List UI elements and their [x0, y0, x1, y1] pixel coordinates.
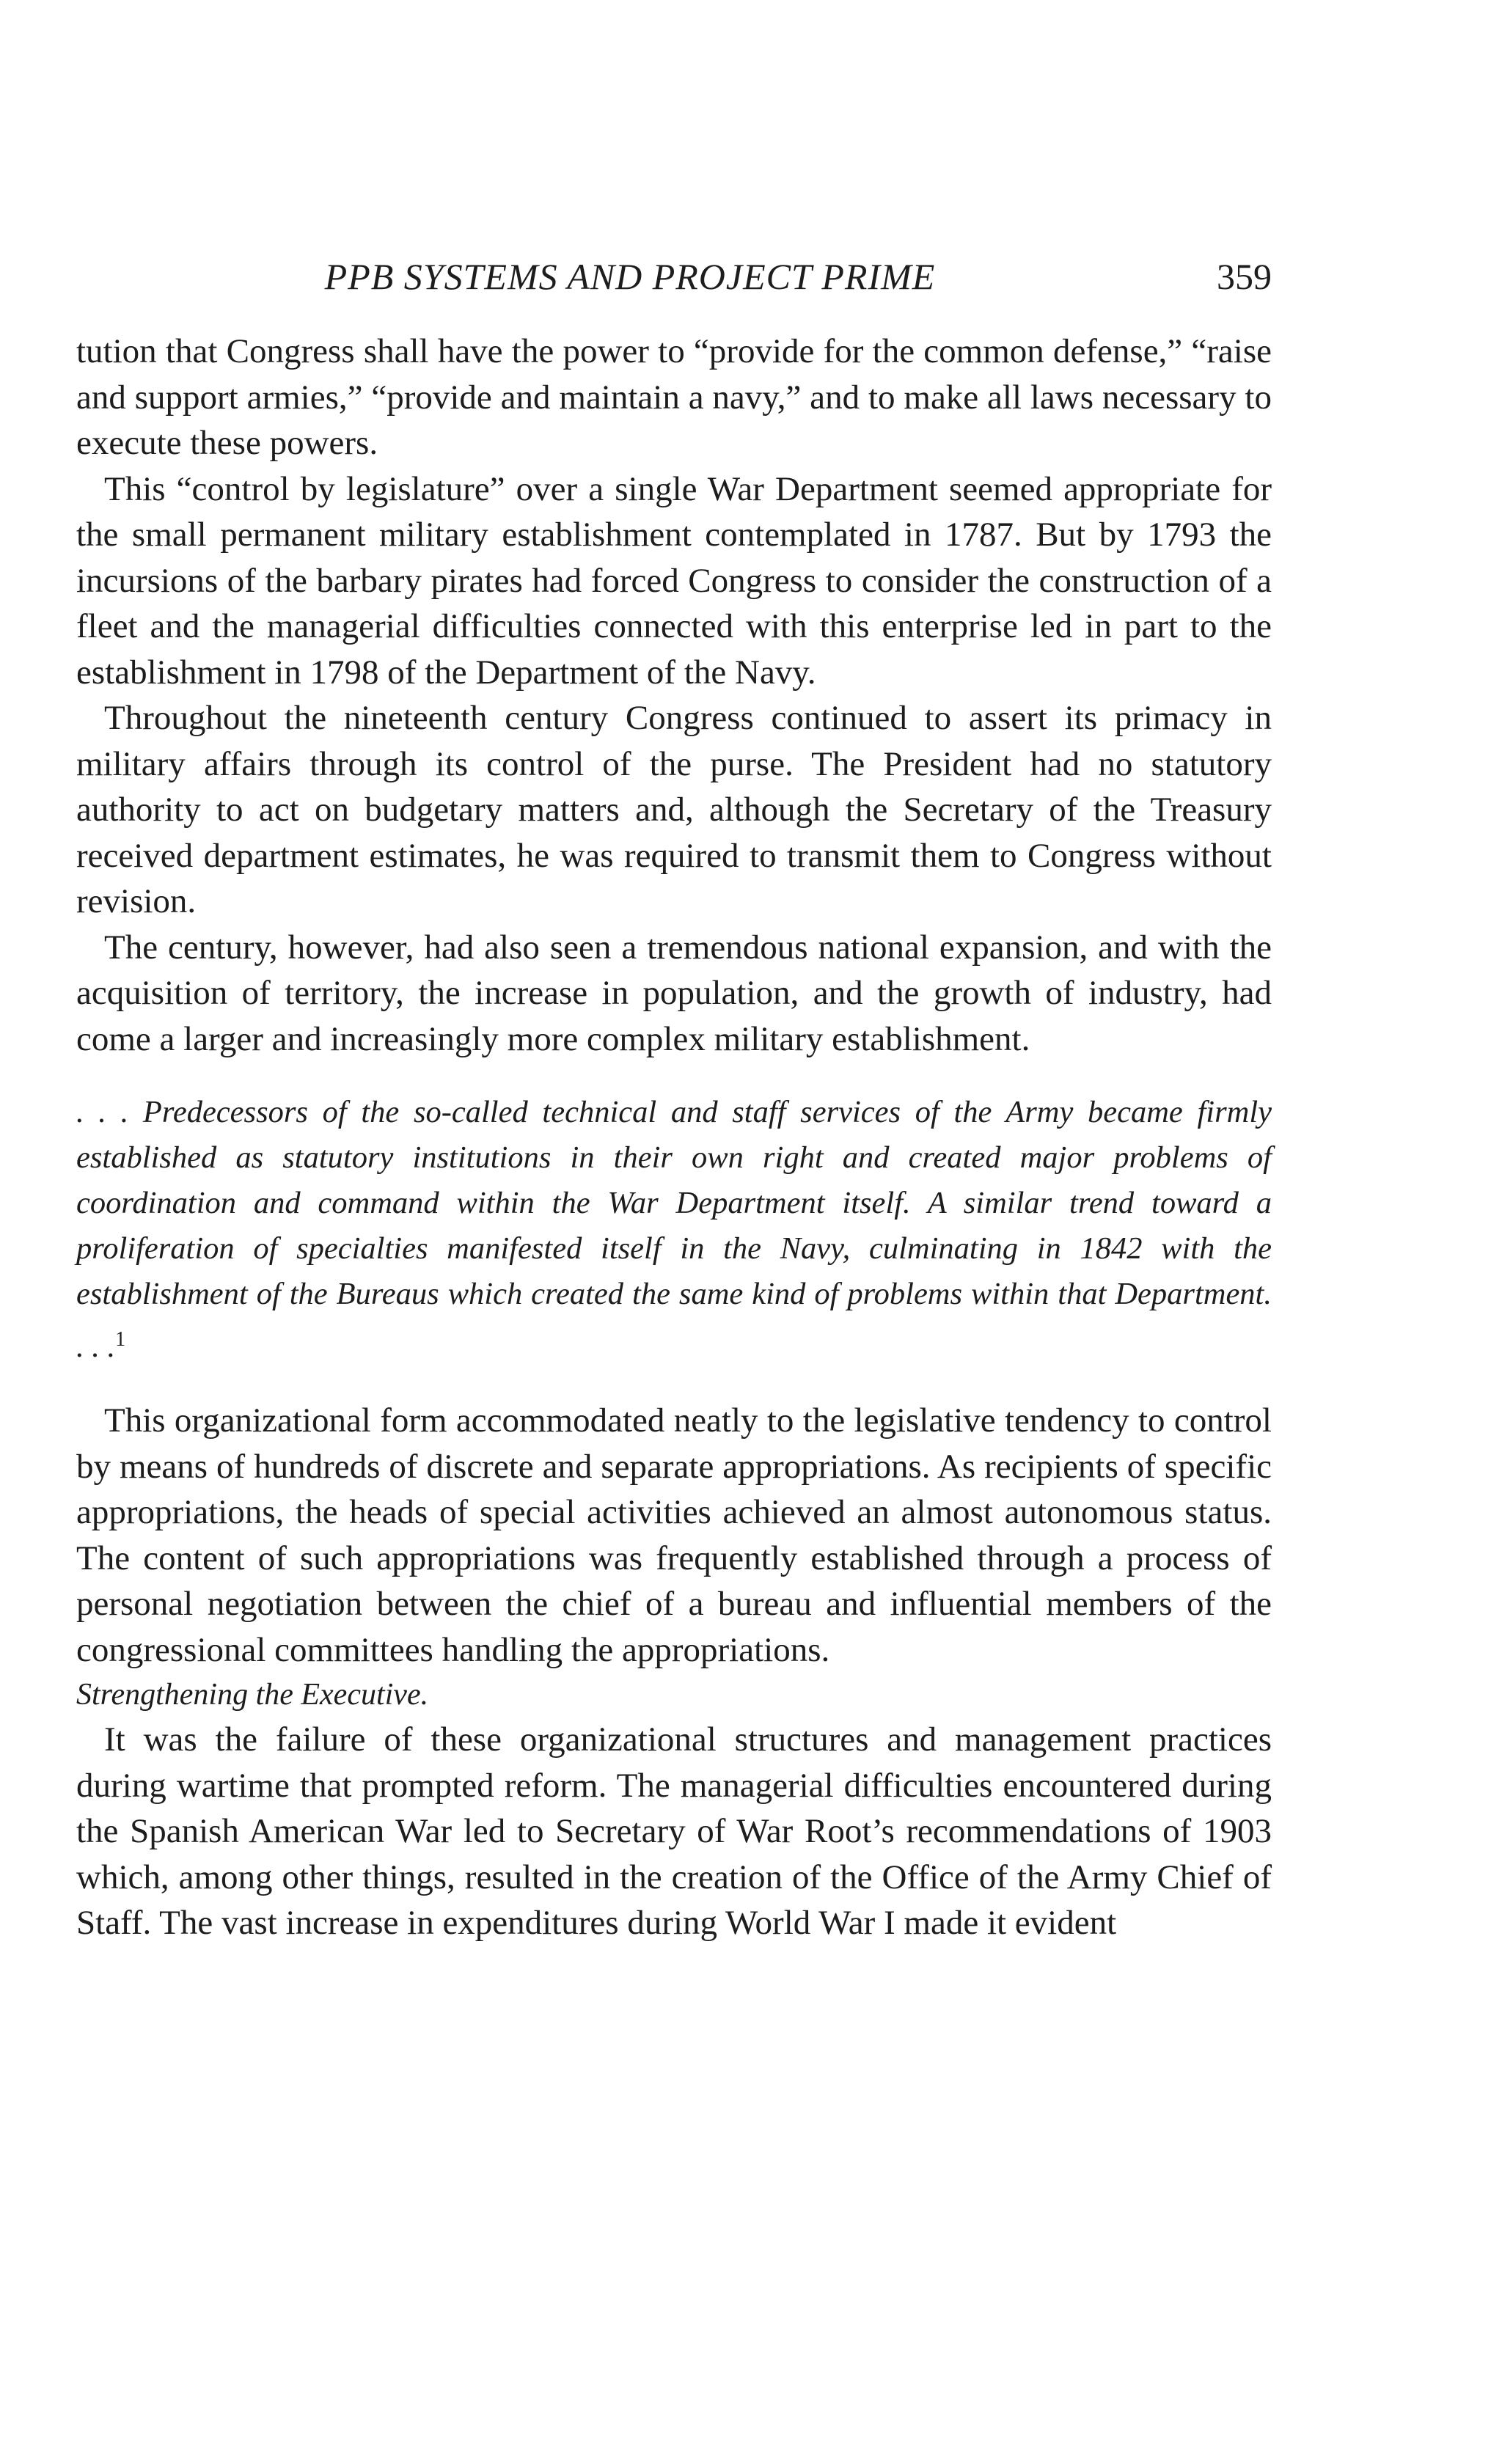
block-quote-text: . . . Predecessors of the so-called technical and staff services of the Army became firmly established as statutory institutions in their own right and created major problems of coordination and command within the War Department itself. A similar trend toward a proliferation of specialties manifested itself in the Navy, culminating in 1842 with the establishment of the Bureaus which created the same kind of problems within that Department. . . .: [76, 1095, 1272, 1365]
page-header: [76, 255, 1272, 307]
block-quote: [76, 1090, 1272, 1370]
paragraph-continued: tution that Congress shall have the power to “provide for the common defense,” “raise and support armies,” “provide and maintain a navy,” and to make all laws necessary to execute these powers.: [76, 332, 1272, 462]
paragraph: This “control by legislature” over a single War Department seemed appropriate for the small permanent military establishment contemplated in 1787. But by 1793 the incursions of the barbary pirates had forced Congress to consider the construction of a fleet and the managerial difficulties connected with this enterprise led in part to the establishment in 1798 of the Department of the Navy.: [76, 469, 1272, 692]
document-page: [76, 255, 1272, 1946]
paragraph: Throughout the nineteenth century Congress continued to assert its primacy in military affairs through its control of the purse. The President had no statutory authority to act on budgetary matters and, although the Secretary of the Treasury received department estimates, he was required to transmit them to Congress without revision.: [76, 699, 1272, 920]
page-number: 359: [1217, 256, 1272, 297]
paragraph: It was the failure of these organizational structures and management practices during wartime that prompted reform. The managerial difficulties encountered during the Spanish American War led to Secretary of War Root’s recommendations of 1903 which, among other things, resulted in the creation of the Office of the Army Chief of Staff. The vast increase in expenditures during World War I made it evident: [76, 1720, 1272, 1943]
page-body: [76, 329, 1272, 1946]
section-subheading: Strengthening the Executive.: [76, 1678, 429, 1712]
paragraph: This organizational form accommodated neatly to the legislative tendency to control by means of hundreds of discrete and separate appropriations. As recipients of specific appropriations, the heads of special activities achieved an almost autonomous status. The content of such appropriations was frequently established through a process of personal negotiation between the chief of a bureau and influential members of the congressional committees handling the appropriations.: [76, 1401, 1272, 1669]
paragraph: The century, however, had also seen a tremendous national expansion, and with the acquisition of territory, the increase in population, and the growth of industry, had come a larger and increasingly more complex military establishment.: [76, 928, 1272, 1058]
running-head: PPB SYSTEMS AND PROJECT PRIME: [324, 256, 936, 297]
footnote-marker: 1: [115, 1328, 126, 1351]
